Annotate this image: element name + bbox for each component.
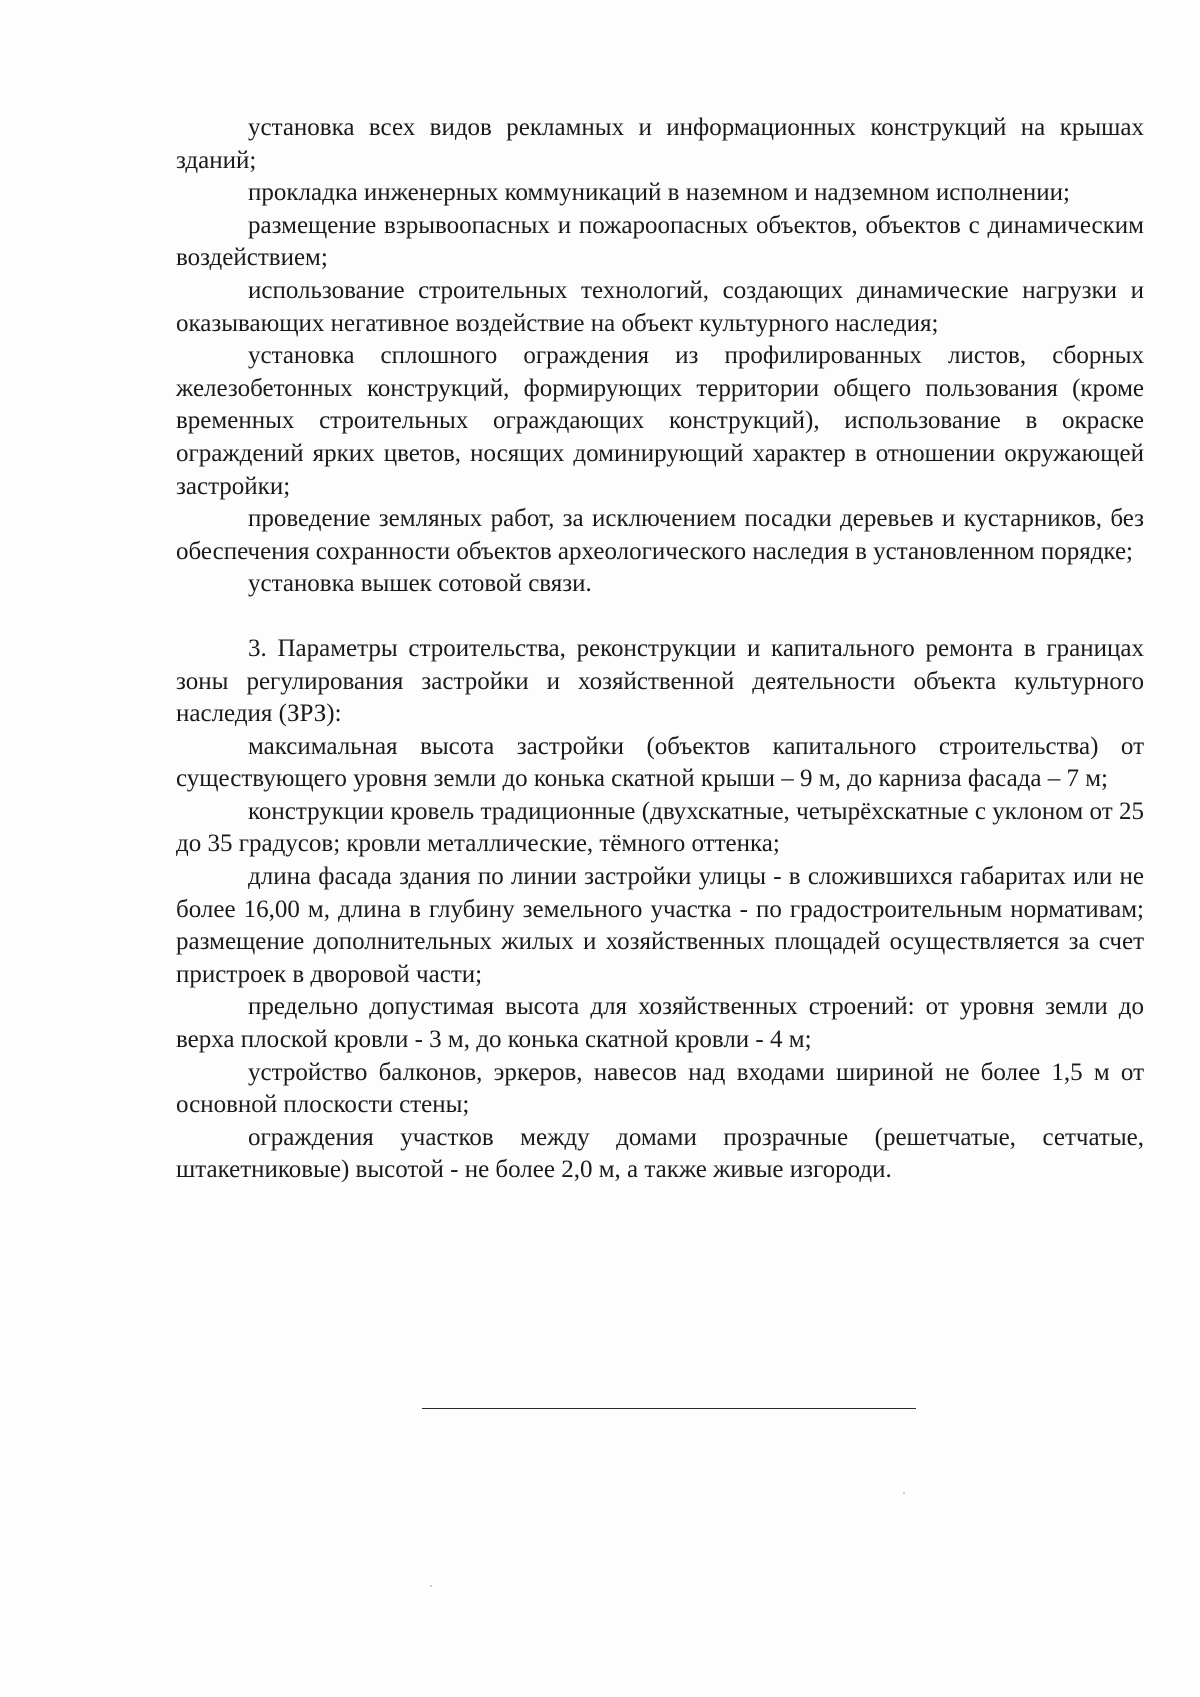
list-item: установка сплошного ограждения из профилированных листов, сборных железобетонных конструкций, формирующих территории общего пользования (кроме временных строительных ограждающих конструкций), использование в окраске ограждений ярких цветов, носящих доминирующий характер в отношении окружающей застройки;: [176, 342, 1144, 500]
scan-speck: [430, 1585, 432, 1587]
document-body: [176, 112, 1144, 1187]
list-item: ограждения участков между домами прозрачные (решетчатые, сетчатые, штакетниковые) высотой - не более 2,0 м, а также живые изгороди.: [176, 1123, 1144, 1184]
list-item: использование строительных технологий, создающих динамические нагрузки и оказывающих негативное воздействие на объект культурного наследия;: [176, 276, 1144, 337]
list-item: длина фасада здания по линии застройки улицы - в сложившихся габаритах или не более 16,00 м, длина в глубину земельного участка - по градостроительным нормативам; размещение дополнительных жилых и хозяйственных площадей осуществляется за счет пристроек в дворовой части;: [176, 863, 1144, 988]
list-item: проведение земляных работ, за исключением посадки деревьев и кустарников, без обеспечения сохранности объектов археологического наследия в установленном порядке;: [176, 505, 1144, 565]
list-item: размещение взрывоопасных и пожароопасных объектов, объектов с динамическим воздействием;: [176, 211, 1144, 272]
list-item: предельно допустимая высота для хозяйственных строений: от уровня земли до верха плоской кровли - 3 м, до конька скатной кровли - 4 м;: [176, 993, 1144, 1054]
list-item: установка вышек сотовой связи.: [248, 570, 592, 598]
list-item: прокладка инженерных коммуникаций в наземном и надземном исполнении;: [248, 179, 1070, 207]
section-heading: 3. Параметры строительства, реконструкции и капитального ремонта в границах зоны регулирования застройки и хозяйственной деятельности объекта культурного наследия (ЗРЗ):: [176, 634, 1144, 728]
list-item: установка всех видов рекламных и информационных конструкций на крышах зданий;: [176, 114, 1144, 174]
closing-divider-line: [422, 1408, 916, 1409]
section-gap: [176, 601, 1144, 633]
list-item: устройство балконов, эркеров, навесов над входами шириной не более 1,5 м от основной плоскости стены;: [176, 1058, 1144, 1119]
list-item: максимальная высота застройки (объектов капитального строительства) от существующего уровня земли до конька скатной крыши – 9 м, до карниза фасада – 7 м;: [176, 732, 1144, 793]
list-item: конструкции кровель традиционные (двухскатные, четырёхскатные с уклоном от 25 до 35 градусов; кровли металлические, тёмного оттенка;: [176, 797, 1144, 858]
scan-speck: [903, 1492, 905, 1494]
